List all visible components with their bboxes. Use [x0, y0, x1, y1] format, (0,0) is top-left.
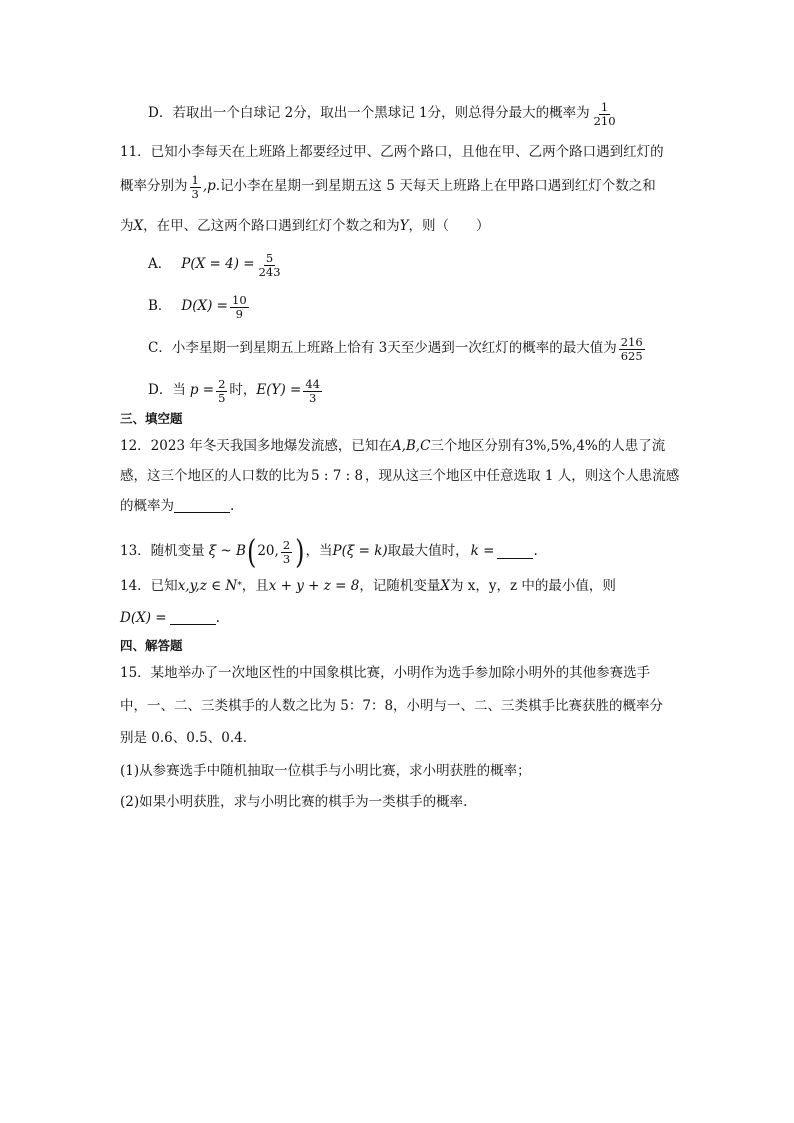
q14-answer-blank[interactable]: [170, 612, 216, 625]
q11-p: ,p: [202, 178, 216, 195]
q14-line1: [120, 580, 616, 594]
q11-frac-num: 1: [191, 173, 199, 187]
q11-option-c: [148, 336, 647, 362]
q11-line2: [120, 174, 656, 200]
q11-d-num2: 44: [305, 377, 320, 391]
q13-mid: ，当: [305, 543, 333, 560]
q14-pre: 14．已知: [120, 578, 178, 594]
q11-option-b: [148, 294, 251, 320]
q11-c-num: 216: [620, 335, 643, 349]
q12-line3: [120, 500, 234, 514]
q11-d-peq: p =: [189, 382, 215, 399]
q14-post2: 为 x，y，z 中的最小值，则: [449, 578, 616, 594]
q11-var-x: X: [133, 218, 144, 234]
q14-eq: x + y + z = 8: [268, 578, 360, 594]
q12-line2: [120, 470, 679, 484]
q11-line3-a: 为: [120, 218, 134, 234]
q11-d-expr: E(Y) =: [256, 382, 302, 399]
q10-d-num: 1: [600, 100, 609, 114]
section-heading-answer: 四、解答题: [120, 638, 183, 653]
q10-d-den: 210: [593, 113, 616, 128]
q11-d-mid: 时，: [229, 382, 257, 399]
q10-d-label: D．: [148, 105, 173, 122]
q10-option-d: [148, 101, 620, 127]
q12-answer-blank[interactable]: [174, 500, 230, 513]
q13-fraction: [281, 539, 292, 565]
q15-part1: (1)从参赛选手中随机抽取一位棋手与小明比赛，求小明获胜的概率；: [120, 763, 531, 779]
q11-a-fraction: [257, 252, 283, 278]
q11-d-num1: 2: [218, 377, 226, 391]
section-heading-fill-in: 三、填空题: [120, 411, 183, 426]
q11-c-den: 625: [620, 348, 643, 363]
q14-star: *: [237, 581, 242, 592]
q11-b-expr: D(X) =: [181, 298, 228, 315]
q11-d-den2: 3: [308, 390, 317, 405]
q12-ratio: 5 : 7 : 8: [311, 468, 364, 484]
q14-vars: x,y,z ∈ N: [177, 578, 238, 594]
q12-line3: 的概率为: [120, 498, 174, 514]
q11-a-den: 243: [258, 264, 281, 279]
q10-d-fraction: [592, 101, 618, 127]
q12-rates: 3%,5%,4%: [524, 438, 598, 454]
q11-line2-post: .记小李在星期一到星期五这 5 天每天上班路上在甲路口遇到红灯个数之和: [215, 178, 656, 195]
q11-option-a: [148, 252, 285, 278]
q11-d-den1: 5: [218, 390, 226, 405]
q11-d-fraction1: [216, 378, 227, 404]
q13-dist: ξ ~ B: [208, 543, 246, 560]
q15-line3: 别是 0.6、0.5、0.4.: [120, 730, 247, 746]
q13-n: 20,: [257, 543, 279, 560]
q11-line3-c: ，则（ ）: [408, 218, 490, 234]
q11-c-text: 小李星期一到星期五上班路上恰有 3天至少遇到一次红灯的概率的最大值为: [171, 340, 617, 357]
q11-option-d: [148, 378, 324, 404]
q11-line1: 11．已知小李每天在上班路上都要经过甲、乙两个路口，且他在甲、乙两个路口遇到红灯的: [120, 144, 664, 160]
q11-b-label: B．: [148, 298, 172, 315]
q14-mid: ，且: [241, 578, 269, 594]
q11-a-label: A．: [148, 256, 172, 273]
q11-d-pre: 当: [172, 382, 186, 399]
q13-lparen: (: [246, 533, 257, 572]
q11-frac-den: 3: [191, 186, 199, 201]
q13-line: [120, 533, 538, 572]
q12-line1-b: 三个地区分别有: [430, 438, 525, 454]
q13-num: 2: [282, 538, 291, 552]
q11-c-label: C．: [148, 340, 172, 357]
q11-line3: [120, 220, 490, 234]
q14-line2: [120, 612, 220, 626]
q11-d-label: D．: [148, 382, 173, 399]
q11-b-fraction: [230, 294, 249, 320]
q13-rparen: ): [295, 533, 305, 572]
q13-k: k =: [470, 543, 495, 560]
q11-b-num: 10: [232, 293, 247, 307]
q15-part2: (2)如果小明获胜，求与小明比赛的棋手为一类棋手的概率.: [120, 794, 468, 810]
q12-line1: [120, 440, 665, 454]
q13-mid2: 取最大值时，: [387, 543, 469, 560]
q13-end: .: [533, 543, 538, 560]
q14-var-x: X: [440, 578, 450, 594]
q11-c-fraction: [619, 336, 645, 362]
q12-line3-end: .: [230, 498, 235, 514]
q12-line2-a: 感，这三个地区的人口数的比为: [120, 468, 309, 484]
q10-d-text: 若取出一个白球记 2分，取出一个黑球记 1分，则总得分最大的概率为: [172, 105, 590, 122]
q12-line1-c: 的人患了流: [597, 438, 666, 454]
q12-abc: A,B,C: [391, 438, 431, 454]
q13-pre: 13．随机变量: [120, 543, 205, 560]
q11-fraction: [190, 174, 201, 200]
q11-line2-pre: 概率分别为: [120, 178, 188, 195]
q13-answer-blank[interactable]: [497, 546, 533, 559]
q13-expr: P(ξ = k): [332, 543, 388, 560]
q11-a-expr: P(X = 4) =: [181, 256, 255, 273]
q11-b-den: 9: [235, 306, 243, 321]
q11-var-y: Y: [399, 218, 409, 234]
q14-end: .: [215, 610, 220, 626]
q14-line2-expr: D(X) =: [120, 610, 167, 626]
q15-line2: 中，一、二、三类棋手的人数之比为 5：7：8，小明与一、二、三类棋手比赛获胜的概率分: [120, 698, 664, 714]
q12-line1-a: 12．2023 年冬天我国多地爆发流感，已知在: [120, 438, 392, 454]
q13-den: 3: [282, 551, 291, 566]
q11-d-fraction2: [303, 378, 322, 404]
q11-a-num: 5: [265, 251, 274, 265]
q14-post: ，记随机变量: [359, 578, 441, 594]
q11-line3-b: ，在甲、乙这两个路口遇到红灯个数之和为: [143, 218, 400, 234]
q15-line1: 15．某地举办了一次地区性的中国象棋比赛，小明作为选手参加除小明外的其他参赛选手: [120, 665, 651, 681]
q12-line2-b: ，现从这三个地区中任意选取 1 人，则这个人患流感: [365, 468, 680, 484]
